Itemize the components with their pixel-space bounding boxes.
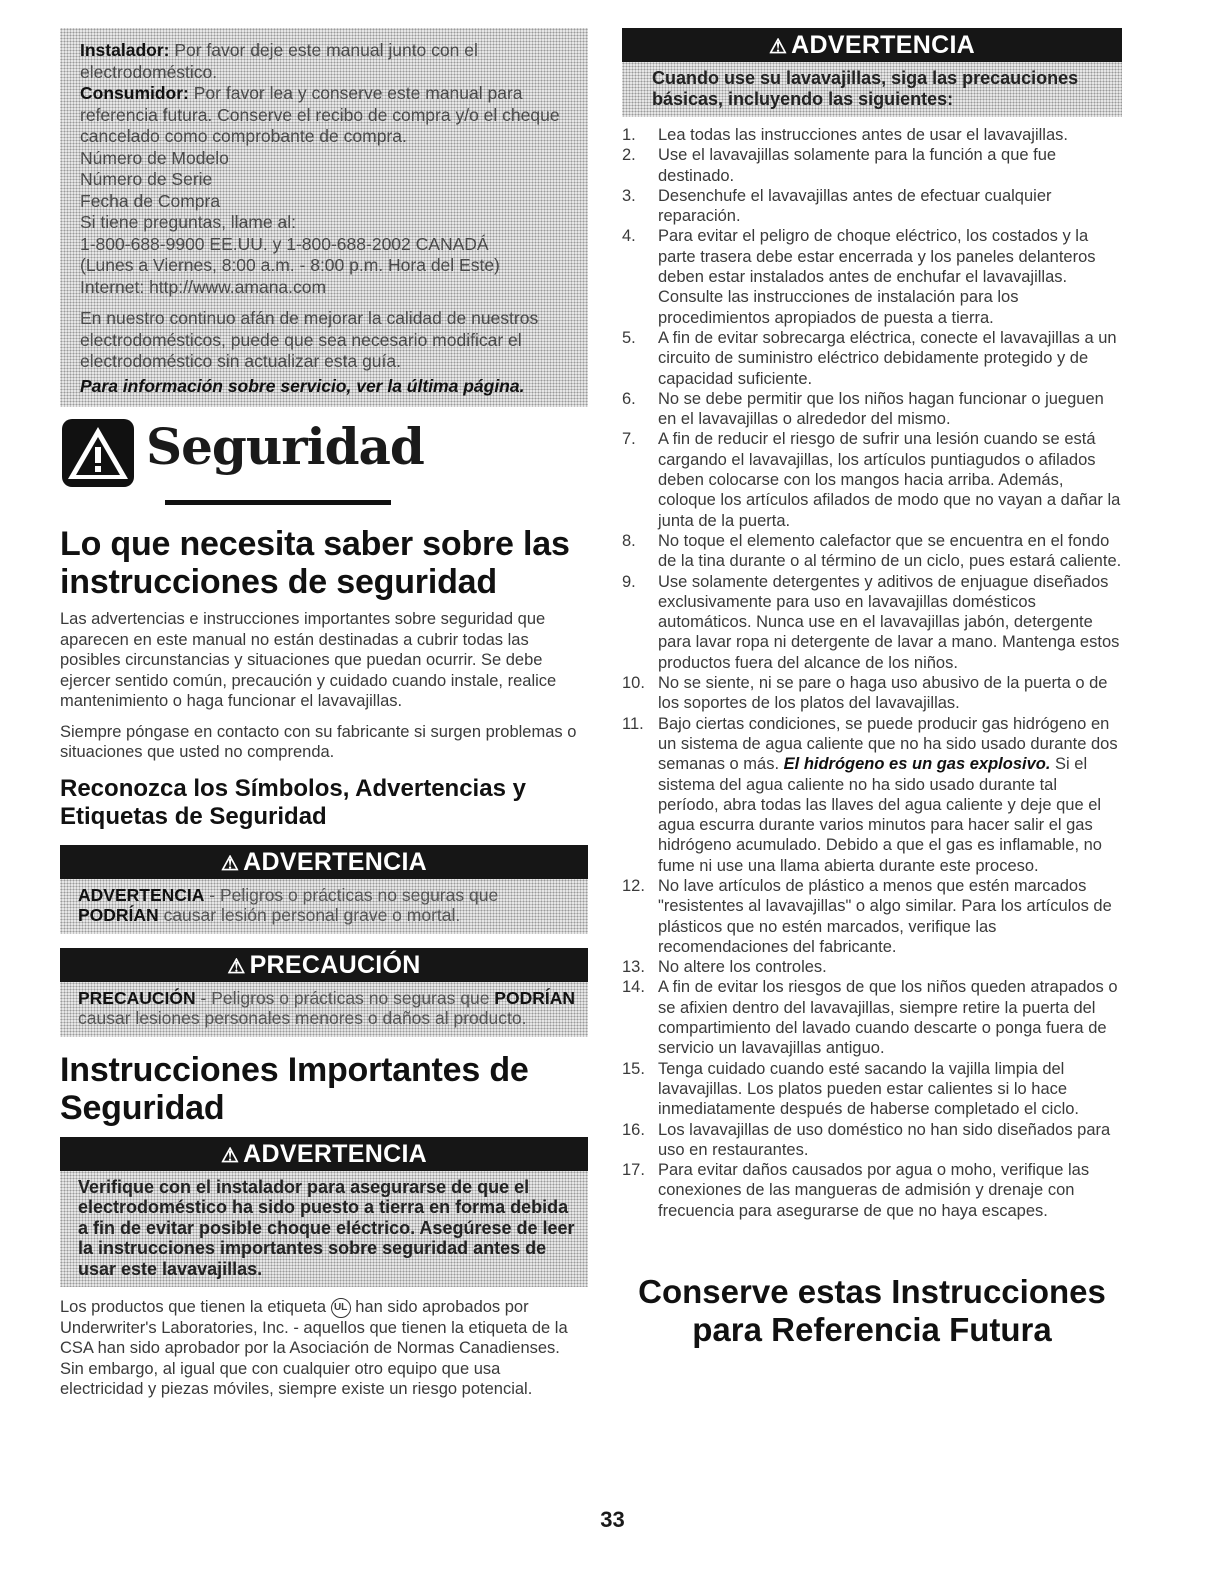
instruction-item <box>622 328 1122 389</box>
consumer-label: Consumidor: <box>80 83 189 103</box>
page-number: 33 <box>600 1507 625 1532</box>
instruction-text: No altere los controles. <box>658 958 827 977</box>
instruction-item <box>622 957 1122 977</box>
ul-paragraph-start: Los productos que tienen la etiqueta <box>60 1298 327 1316</box>
instruction-text <box>658 714 1122 876</box>
warning-banner-2-title: ADVERTENCIA <box>243 1139 428 1168</box>
instruction-number: 2. <box>622 146 636 165</box>
warning-banner-2 <box>60 1137 588 1171</box>
model-number-label: Número de Modelo <box>80 147 229 168</box>
instruction-text: Para evitar el peligro de choque eléctrico, los costados y la parte trasera debe estar encerrada y los paneles delanteros deben estar instalados antes de enchufar el lavavajillas. Consulte las instrucciones de instalación para los procedimientos apropiados de puesta a tierra. <box>658 227 1096 327</box>
right-column <box>622 28 1122 1349</box>
right-warning-box <box>622 28 1122 117</box>
instruction-text: Para evitar daños causados por agua o moho, verifique las conexiones de las mangueras de admisión y drenaje con frecuencia para asegurarse de que no haya escapes. <box>658 1161 1090 1220</box>
caution-box-body <box>60 982 588 1037</box>
warning-banner-1 <box>60 845 588 879</box>
instruction-text: Use el lavavajillas solamente para la función a que fue destinado. <box>658 146 1057 185</box>
instruction-emphasis: El hidrógeno es un gas explosivo. <box>783 755 1051 774</box>
warning-box-1-body <box>60 879 588 934</box>
instruction-item <box>622 572 1122 673</box>
instruction-number: 11. <box>622 714 644 733</box>
instruction-text: No se siente, ni se pare o haga uso abusivo de la puerta o de los soportes de los platos del lavavajillas. <box>658 674 1108 713</box>
instruction-text: Los lavavajillas de uso doméstico no han sido diseñados para uso en restaurantes. <box>658 1120 1111 1159</box>
caution-box-text: causar lesiones personales menores o daños al producto. <box>78 1008 527 1028</box>
instruction-number: 4. <box>622 227 636 246</box>
instruction-number: 8. <box>622 531 636 550</box>
intro-paragraph: Las advertencias e instrucciones importantes sobre seguridad que aparecen en este manual no están destinadas a cubrir todas las posibles circunstancias y situaciones que puedan ocurrir. Se debe ejercer sentido común, precaución y cuidado cuando instale, realice mantenimiento o haga funcionar el lavavajillas. <box>60 610 557 710</box>
instruction-item <box>622 714 1122 876</box>
phone-numbers: 1-800-688-9900 EE.UU. y 1-800-688-2002 CANADÁ <box>80 233 489 254</box>
instruction-text: Use solamente detergentes y aditivos de enjuague diseñados exclusivamente para uso en lavavajillas domésticos automáticos. Nunca use en el lavavajillas jabón, detergente para lavar ropa ni detergente de lavar a mano. Mantenga estos productos fuera del alcance de los niños. <box>658 572 1120 672</box>
instruction-item <box>622 226 1122 327</box>
instruction-item <box>622 429 1122 530</box>
heading-important-instructions: Instrucciones Importantes de Seguridad <box>60 1050 529 1127</box>
instruction-text: No se debe permitir que los niños hagan funcionar o jueguen en el lavavajillas o alrededor del mismo. <box>658 389 1104 429</box>
caution-label: PRECAUCIÓN <box>78 987 196 1008</box>
caution-box <box>60 948 588 1037</box>
serial-number-label: Número de Serie <box>80 169 213 189</box>
closing-heading: Conserve estas Instrucciones para Referencia Futura <box>638 1273 1106 1349</box>
instruction-item <box>622 389 1122 430</box>
internet-link[interactable]: Internet: http://www.amana.com <box>80 276 327 297</box>
installer-info-box <box>60 28 588 407</box>
alert-triangle-icon: ⚠ <box>220 852 240 875</box>
instruction-number: 7. <box>622 430 636 449</box>
ul-certification-icon: UL <box>331 1298 351 1318</box>
instruction-number: 15. <box>622 1059 645 1078</box>
right-warning-title: ADVERTENCIA <box>791 31 976 59</box>
caution-banner <box>60 948 588 982</box>
heading-recognize-symbols: Reconozca los Símbolos, Advertencias y Etiquetas de Seguridad <box>60 774 526 830</box>
instruction-text: A fin de evitar sobrecarga eléctrica, conecte el lavavajillas a un circuito de suministro eléctrico debidamente protegido y de capacidad suficiente. <box>658 328 1117 388</box>
instruction-text-part: Bajo ciertas condiciones, se puede producir gas hidrógeno en un sistema de agua caliente que no ha sido usado durante dos semanas o más. <box>658 714 1118 774</box>
alert-triangle-icon: ⚠ <box>227 955 246 978</box>
warning-box-2-body: Verifique con el instalador para asegurarse de que el electrodoméstico ha sido puesto a tierra en forma debida a fin de evitar posible choque eléctrico. Asegúrese de leer la instrucciones importantes sobre seguridad antes de usar este lavavajillas. <box>60 1171 588 1288</box>
warning-banner-1-title: ADVERTENCIA <box>243 847 428 876</box>
questions-text: Si tiene preguntas, llame al: <box>80 212 296 232</box>
instruction-number: 3. <box>622 186 636 205</box>
instruction-text: A fin de reducir el riesgo de sufrir una lesión cuando se está cargando el lavavajillas, los artículos puntiagudos o afilados deben colocarse con los mangos hacia arriba. Además, coloque los artículos afilados de modo que no vayan a dañar la junta de la puerta. <box>658 430 1121 530</box>
safety-heading-row <box>60 417 588 497</box>
warning-box-1 <box>60 845 588 934</box>
could-label: PODRÍAN <box>494 987 575 1008</box>
instruction-item <box>622 673 1122 714</box>
instruction-text: Desenchufe el lavavajillas antes de efectuar cualquier reparación. <box>658 186 1052 226</box>
instruction-number: 9. <box>622 572 636 591</box>
instruction-number: 16. <box>622 1120 645 1139</box>
instruction-item <box>622 531 1122 572</box>
instruction-text: A fin de evitar los riesgos de que los niños queden atrapados o se afixien dentro del lavavajillas, siempre retire la puerta del compartimiento del lavado cuando descarte o ponga fuera de servicio un lavavajillas antiguo. <box>658 978 1118 1058</box>
right-warning-banner <box>622 28 1122 62</box>
instruction-number: 5. <box>622 328 636 347</box>
instruction-number: 13. <box>622 958 645 977</box>
office-hours: (Lunes a Viernes, 8:00 a.m. - 8:00 p.m. Hora del Este) <box>80 255 500 275</box>
warning-label: ADVERTENCIA <box>78 884 205 905</box>
caution-banner-title: PRECAUCIÓN <box>249 950 421 979</box>
instruction-item <box>622 1120 1122 1161</box>
instructions-list <box>622 125 1122 1221</box>
alert-triangle-icon: ⚠ <box>768 36 788 58</box>
installer-label: Instalador: <box>80 40 170 60</box>
ul-paragraph-end: han sido aprobados por Underwriter's Laboratories, Inc. - aquellos que tienen la etiqueta de la CSA han sido aprobador por la Asociación de Normas Canadienses. Sin embargo, al igual que con cualquier otro equipo que usa electricidad y piezas móviles, siempre existe un riesgo potencial. <box>60 1298 568 1399</box>
instruction-item <box>622 977 1122 1058</box>
warning-box-1-text: causar lesión personal grave o mortal. <box>158 905 461 925</box>
instruction-number: 17. <box>622 1161 645 1180</box>
alert-triangle-icon: ⚠ <box>220 1144 240 1167</box>
warning-triangle-icon <box>60 417 136 489</box>
ul-paragraph <box>60 1297 588 1400</box>
instruction-text: No toque el elemento calefactor que se encuentra en el fondo de la tina durante o al término de un ciclo, pues estará caliente. <box>658 531 1122 571</box>
safety-title: Seguridad <box>146 417 424 476</box>
caution-dash-text: - Peligros o prácticas no seguras que <box>195 987 495 1008</box>
instruction-number: 10. <box>622 674 645 693</box>
instruction-item <box>622 1059 1122 1120</box>
instruction-text: Tenga cuidado cuando esté sacando la vajilla limpia del lavavajillas. Los platos pueden estar calientes si lo hace inmediatamente después de haberse completado el ciclo. <box>658 1059 1080 1119</box>
heading-what-to-know: Lo que necesita saber sobre las instrucciones de seguridad <box>60 525 570 601</box>
instruction-text-part: Si el sistema del agua caliente no ha sido usado durante tal período, abra todas las llaves del agua caliente y deje que el agua escurra durante varios minutos para hacer salir el gas hidrógeno acumulado. Debido a que el gas es inflamable, no fume ni use una llama abierta durante este proceso. <box>658 755 1102 875</box>
installer-text: Por favor deje este manual junto con el electrodoméstico. <box>80 40 478 82</box>
service-info-text: Para información sobre servicio, ver la última página. <box>80 375 525 396</box>
instruction-number: 14. <box>622 978 645 997</box>
instruction-item <box>622 1160 1122 1221</box>
instruction-number: 6. <box>622 389 636 408</box>
contact-paragraph: Siempre póngase en contacto con su fabricante si surgen problemas o situaciones que usted no comprenda. <box>60 722 577 761</box>
could-label: PODRÍAN <box>78 905 159 925</box>
instruction-text: No lave artículos de plástico a menos que estén marcados "resistentes al lavavajillas" o algo similar. Para los artículos de plásticos que no estén marcados, verifique las recomendaciones del fabricante. <box>658 876 1112 956</box>
instruction-number: 12. <box>622 876 645 895</box>
instruction-item <box>622 125 1122 145</box>
left-column <box>60 28 588 1400</box>
instruction-item <box>622 145 1122 186</box>
warning-box-2 <box>60 1137 588 1288</box>
warning-dash-text: - Peligros o prácticas no seguras que <box>204 884 499 905</box>
instruction-text: Lea todas las instrucciones antes de usar el lavavajillas. <box>658 126 1068 144</box>
purchase-date-label: Fecha de Compra <box>80 190 221 211</box>
instruction-item <box>622 186 1122 227</box>
instruction-item <box>622 876 1122 957</box>
consumer-text: Por favor lea y conserve este manual para referencia futura. Conserve el recibo de compra y/o el cheque cancelado como comprobante de compra. <box>80 83 560 146</box>
title-underline <box>165 500 391 505</box>
right-warning-body: Cuando use su lavavajillas, siga las precauciones básicas, incluyendo las siguientes: <box>622 62 1122 117</box>
instruction-number: 1. <box>622 126 636 144</box>
improvement-notice: En nuestro continuo afán de mejorar la calidad de nuestros electrodomésticos, puede que sea necesario modificar el electrodoméstico sin actualizar esta guía. <box>80 308 539 371</box>
